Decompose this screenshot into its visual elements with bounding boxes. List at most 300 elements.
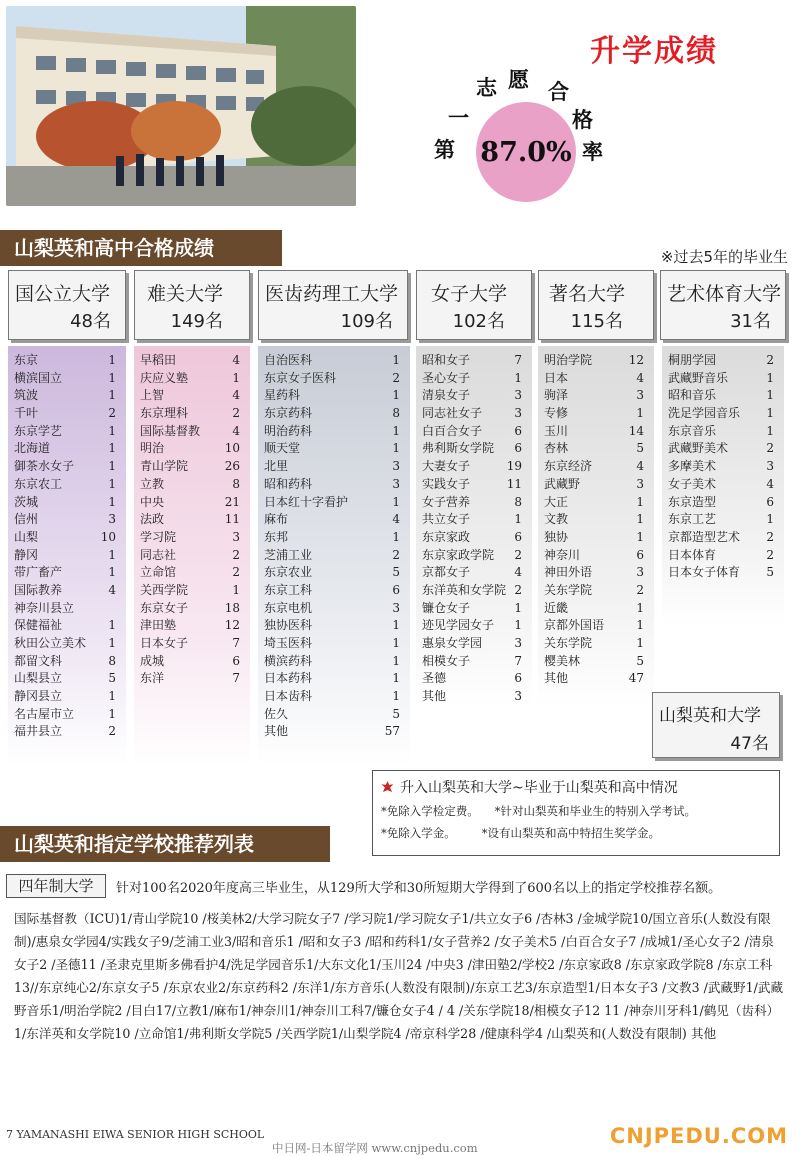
section-title-results: 山梨英和高中合格成绩 (0, 230, 282, 266)
university-count: 6 (232, 653, 240, 668)
university-row (662, 405, 784, 423)
university-name: 日本药科 (264, 671, 313, 686)
university-row (662, 458, 784, 476)
university-row (662, 511, 784, 529)
university-count: 1 (108, 565, 116, 580)
university-row (538, 440, 654, 458)
university-name: 麻布 (264, 512, 289, 527)
university-name: 神奈川县立 (14, 600, 75, 615)
university-name: 京都女子 (422, 565, 471, 580)
university-name: 近畿 (544, 600, 569, 615)
university-row (662, 476, 784, 494)
university-name: 东洋 (140, 671, 165, 686)
university-row (538, 352, 654, 370)
university-row (258, 511, 410, 529)
university-row (8, 494, 126, 512)
university-count: 26 (224, 459, 240, 474)
university-name: 神田外语 (544, 565, 593, 580)
university-count: 19 (506, 459, 522, 474)
university-name: 昭和女子 (422, 353, 471, 367)
university-count: 4 (392, 512, 400, 527)
university-count: 1 (392, 423, 400, 438)
university-name: 日本红十字看护 (264, 494, 349, 509)
university-count: 2 (232, 547, 240, 562)
university-name: 东京工艺 (668, 512, 717, 527)
university-count: 1 (108, 423, 116, 438)
university-count: 2 (232, 565, 240, 580)
university-name: 其他 (264, 724, 289, 739)
university-row (8, 511, 126, 529)
university-row (416, 405, 532, 423)
university-name: 东京理科 (140, 406, 189, 421)
university-row (258, 494, 410, 512)
university-count: 4 (636, 459, 644, 474)
university-name: 东京药科 (264, 406, 313, 421)
university-row (416, 600, 532, 618)
university-count: 1 (108, 370, 116, 385)
university-row (538, 405, 654, 423)
university-count: 1 (636, 618, 644, 633)
arc-char-2: 一 (448, 105, 469, 130)
university-row (416, 494, 532, 512)
category-box (660, 270, 786, 340)
university-name: 东京家政 (422, 529, 471, 544)
university-count: 1 (514, 370, 522, 385)
category-box (538, 270, 654, 340)
university-name: 东京工科 (264, 582, 313, 597)
university-count: 4 (636, 370, 644, 385)
university-name: 武藏野 (544, 476, 581, 491)
university-count: 5 (392, 706, 400, 721)
university-row (8, 547, 126, 565)
university-name: 保健福祉 (14, 618, 63, 633)
university-row (134, 582, 250, 600)
university-row (8, 458, 126, 476)
university-name: 惠泉女学园 (422, 636, 483, 650)
university-name: 圣心女子 (422, 370, 471, 385)
university-count: 1 (766, 512, 774, 527)
university-name: 关东学院 (544, 582, 593, 597)
university-row (134, 547, 250, 565)
university-row (416, 635, 532, 653)
graduates-note: ※过去5年的毕业生 (660, 248, 788, 266)
university-count: 57 (384, 724, 400, 739)
university-row (416, 582, 532, 600)
university-name: 樱美林 (544, 653, 581, 668)
university-name: 千叶 (14, 406, 39, 421)
university-row (134, 494, 250, 512)
university-row (8, 352, 126, 370)
info-heading: 升入山梨英和大学~毕业于山梨英和高中情况 (400, 780, 678, 796)
university-row (538, 600, 654, 618)
university-row (8, 564, 126, 582)
university-name: 中央 (140, 494, 165, 509)
university-count: 1 (514, 618, 522, 633)
university-list-elite (134, 346, 250, 766)
university-name: 专修 (544, 406, 569, 421)
university-count: 7 (514, 353, 522, 367)
university-name: 顺天堂 (264, 441, 301, 456)
university-name: 关东学院 (544, 636, 593, 650)
university-name: 秋田公立美术 (14, 636, 87, 650)
category-name: 艺术体育大学 (667, 283, 782, 305)
university-count: 2 (108, 724, 116, 739)
category-box (416, 270, 532, 340)
university-name: 山梨 (14, 529, 39, 544)
university-row (538, 582, 654, 600)
university-name: 北海道 (14, 441, 51, 456)
university-name: 昭和音乐 (668, 388, 717, 403)
university-count: 1 (108, 618, 116, 633)
university-row (8, 653, 126, 671)
university-name: 东京女子医科 (264, 370, 337, 385)
university-row (662, 494, 784, 512)
university-name: 明治学院 (544, 353, 593, 367)
arc-char-7: 率 (582, 139, 603, 164)
university-count: 1 (108, 441, 116, 456)
university-row (134, 387, 250, 405)
university-name: 东京造型 (668, 494, 717, 509)
university-name: 名古屋市立 (14, 706, 75, 721)
university-count: 1 (108, 476, 116, 491)
university-name: 自治医科 (264, 353, 313, 367)
university-count: 8 (514, 494, 522, 509)
university-row (258, 458, 410, 476)
arc-char-6: 格 (572, 107, 593, 132)
university-count: 12 (628, 353, 644, 367)
university-count: 6 (392, 582, 400, 597)
info-box (372, 770, 780, 856)
university-count: 3 (392, 459, 400, 474)
university-count: 1 (392, 689, 400, 704)
university-row (8, 706, 126, 724)
eiwa-university-name: 山梨英和大学 (659, 706, 761, 726)
university-list-national (8, 346, 126, 766)
university-row (134, 635, 250, 653)
university-row (258, 582, 410, 600)
university-name: 法政 (140, 512, 165, 527)
university-name: 东京电机 (264, 600, 313, 615)
university-count: 11 (506, 476, 522, 491)
university-count: 5 (636, 441, 644, 456)
university-name: 成城 (140, 653, 165, 668)
university-count: 1 (108, 636, 116, 650)
university-count: 1 (108, 689, 116, 704)
university-name: 津田塾 (140, 618, 177, 633)
university-row (258, 688, 410, 706)
university-count: 2 (766, 547, 774, 562)
university-name: 立教 (140, 476, 165, 491)
university-name: 东洋英和女学院 (422, 582, 507, 597)
arc-char-3: 志 (476, 75, 497, 100)
university-name: 芝浦工业 (264, 547, 313, 562)
university-count: 1 (392, 671, 400, 686)
university-row (258, 635, 410, 653)
university-row (416, 352, 532, 370)
university-count: 7 (232, 671, 240, 686)
info-note: *针对山梨英和毕业生的特别入学考试。 (494, 804, 696, 818)
university-name: 弗利斯女学院 (422, 441, 495, 456)
university-row (258, 387, 410, 405)
university-name: 武藏野音乐 (668, 370, 729, 385)
university-count: 1 (108, 494, 116, 509)
category-count: 115名 (570, 311, 623, 332)
recommendation-list: 国际基督教（ICU)1/青山学院10 /桜美林2/大学习院女子7 /学习院1/学习院女子1/共立女子6 /杏林3 /金城学院10/国立音乐(人数没有限制)/惠泉女学园4/实践女子9/芝浦工业3/昭和音乐1 /昭和女子3 /昭和药科1/女子营养2 /女子美术5 /白百合女子7 /成城1/圣心女子2 /清泉女子2 /圣德11 /圣隶克里斯多佛看护4/洗足学园音乐1/大东文化1/玉川24 /中央3 /津田塾2/学校2 /东京家政8 /东京家政学院8 /东京工科13//东京纯心2/东京女子5 /东京农业2/东京药科2 /东洋1/东方音乐(人数没有限制)/东京工艺3/东京造型1/日本女子3 /文教3 /武藏野1/武藏野音乐1/明治学院2 /目白17/立教1/麻布1/神奈川1/神奈川工科7/镰仓女子4 / 4 /关东学院18/相模女子12 11 /神奈川牙科1/鹤见（齿科）1/东洋英和女学院10 /立命馆1/弗利斯女学院5 /关西学院1/山梨学院4 /帝京科学28 /健康科学4 /山梨英和(人数没有限制) 其他 (14, 911, 784, 1041)
university-row (8, 688, 126, 706)
university-name: 上智 (140, 388, 165, 403)
category-name: 女子大学 (431, 283, 508, 305)
university-row (538, 617, 654, 635)
university-list-women (416, 346, 532, 706)
university-row (134, 458, 250, 476)
university-row (538, 511, 654, 529)
university-name: 清泉女子 (422, 388, 471, 403)
university-row (134, 423, 250, 441)
university-row (416, 688, 532, 706)
university-row (416, 423, 532, 441)
university-name: 茨城 (14, 494, 39, 509)
university-count: 5 (766, 565, 774, 580)
info-note: *免除入学检定费。 (381, 804, 479, 818)
university-count: 3 (766, 459, 774, 474)
university-name: 驹泽 (544, 388, 569, 403)
university-row (538, 423, 654, 441)
university-row (258, 440, 410, 458)
university-name: 国际教养 (14, 582, 63, 597)
category-box (134, 270, 250, 340)
university-name: 其他 (544, 671, 569, 686)
university-row (538, 564, 654, 582)
university-row (538, 653, 654, 671)
university-row (8, 387, 126, 405)
university-name: 玉川 (544, 423, 569, 438)
university-name: 东京音乐 (668, 423, 717, 438)
university-name: 静冈 (14, 547, 39, 562)
university-count: 2 (392, 547, 400, 562)
university-count: 8 (392, 406, 400, 421)
university-count: 6 (514, 423, 522, 438)
university-count: 2 (766, 353, 774, 367)
category-count: 102名 (452, 311, 505, 332)
university-count: 2 (108, 406, 116, 421)
university-row (416, 547, 532, 565)
university-row (662, 564, 784, 582)
university-name: 立命馆 (140, 565, 177, 580)
university-row (662, 423, 784, 441)
university-row (134, 476, 250, 494)
university-name: 横滨国立 (14, 370, 63, 385)
university-name: 独协医科 (264, 618, 313, 633)
university-count: 1 (392, 529, 400, 544)
university-name: 东京农工 (14, 476, 63, 491)
university-count: 1 (514, 512, 522, 527)
university-count: 3 (636, 388, 644, 403)
page-footer: 7 YAMANASHI EIWA SENIOR HIGH SCHOOL (6, 1128, 265, 1141)
university-count: 10 (100, 529, 116, 544)
university-count: 1 (108, 353, 116, 367)
university-row (538, 387, 654, 405)
university-count: 5 (636, 653, 644, 668)
university-name: 学习院 (140, 529, 177, 544)
info-note: *免除入学金。 (381, 826, 456, 840)
brand-watermark: CNJPEDU.COM (609, 1124, 788, 1148)
section-title-recommendation: 山梨英和指定学校推荐列表 (0, 826, 330, 862)
pass-rate: 87.0% (480, 136, 572, 168)
university-name: 埼玉医科 (264, 636, 313, 650)
university-count: 2 (514, 582, 522, 597)
university-row (134, 352, 250, 370)
university-count: 3 (514, 636, 522, 650)
university-row (258, 564, 410, 582)
university-row (258, 600, 410, 618)
school-photo (6, 6, 356, 206)
university-name: 静冈县立 (14, 689, 63, 704)
university-row (662, 370, 784, 388)
university-count: 21 (224, 494, 240, 509)
university-row (538, 635, 654, 653)
university-row (416, 440, 532, 458)
university-name: 迹见学园女子 (422, 618, 495, 633)
university-list-arts (662, 346, 784, 626)
university-row (662, 440, 784, 458)
university-name: 筑波 (14, 388, 39, 403)
university-name: 共立女子 (422, 512, 471, 527)
university-name: 关西学院 (140, 582, 189, 597)
university-name: 庆应义塾 (140, 370, 189, 385)
university-name: 东京学艺 (14, 423, 63, 438)
university-name: 信州 (14, 512, 39, 527)
university-row (134, 370, 250, 388)
university-count: 1 (636, 636, 644, 650)
university-count: 1 (392, 388, 400, 403)
university-row (134, 600, 250, 618)
university-count: 1 (766, 370, 774, 385)
university-name: 京都外国语 (544, 618, 605, 633)
university-name: 都留文科 (14, 653, 63, 668)
arc-char-5: 合 (548, 79, 569, 104)
university-row (258, 529, 410, 547)
university-name: 圣德 (422, 671, 447, 686)
university-count: 4 (766, 476, 774, 491)
university-count: 1 (108, 459, 116, 474)
university-row (258, 547, 410, 565)
university-row (538, 370, 654, 388)
university-name: 东邦 (264, 529, 289, 544)
university-name: 其他 (422, 689, 447, 704)
university-count: 5 (108, 671, 116, 686)
university-row (134, 529, 250, 547)
university-name: 镰仓女子 (422, 600, 471, 615)
university-row (416, 458, 532, 476)
university-name: 神奈川 (544, 547, 581, 562)
university-row (8, 423, 126, 441)
university-count: 12 (224, 618, 240, 633)
university-list-famous (538, 346, 654, 706)
university-count: 2 (766, 441, 774, 456)
university-name: 桐朋学园 (668, 353, 717, 367)
maple-leaf-icon (381, 781, 394, 794)
university-count: 2 (232, 406, 240, 421)
university-count: 1 (392, 618, 400, 633)
university-row (416, 617, 532, 635)
category-name: 难关大学 (147, 283, 224, 305)
university-count: 1 (392, 653, 400, 668)
university-name: 日本体育 (668, 547, 717, 562)
university-row (258, 706, 410, 724)
university-name: 大正 (544, 494, 569, 509)
university-name: 山梨县立 (14, 671, 63, 686)
university-row (416, 370, 532, 388)
university-count: 7 (514, 653, 522, 668)
university-count: 8 (108, 653, 116, 668)
university-name: 相模女子 (422, 653, 471, 668)
university-name: 女子营养 (422, 494, 471, 509)
university-row (416, 564, 532, 582)
university-row (8, 600, 126, 618)
university-count: 3 (514, 689, 522, 704)
university-name: 东京 (14, 353, 39, 367)
university-count: 1 (108, 547, 116, 562)
university-name: 横滨药科 (264, 653, 313, 668)
university-row (134, 564, 250, 582)
category-name: 国公立大学 (15, 283, 111, 305)
university-count: 1 (232, 370, 240, 385)
university-name: 东京家政学院 (422, 547, 495, 562)
university-row (8, 617, 126, 635)
university-row (258, 352, 410, 370)
category-count: 48名 (70, 311, 111, 332)
university-row (538, 494, 654, 512)
arc-char-1: 第 (434, 137, 455, 162)
university-name: 带广畜产 (14, 565, 63, 580)
university-count: 2 (392, 370, 400, 385)
university-name: 昭和药科 (264, 476, 313, 491)
university-count: 4 (232, 388, 240, 403)
university-row (134, 511, 250, 529)
university-count: 1 (636, 406, 644, 421)
university-count: 7 (232, 636, 240, 650)
university-count: 1 (392, 441, 400, 456)
pass-rate-circle (476, 102, 576, 202)
university-name: 同志社 (140, 547, 177, 562)
university-row (258, 670, 410, 688)
university-row (134, 670, 250, 688)
university-row (662, 529, 784, 547)
university-row (538, 476, 654, 494)
university-count: 3 (108, 512, 116, 527)
university-count: 8 (232, 476, 240, 491)
university-count: 47 (628, 671, 644, 686)
university-count: 3 (392, 476, 400, 491)
university-count: 1 (636, 600, 644, 615)
university-row (8, 635, 126, 653)
university-name: 大妻女子 (422, 459, 471, 474)
category-count: 109名 (340, 311, 393, 332)
arc-char-4: 愿 (508, 67, 529, 92)
university-list-medical (258, 346, 410, 766)
university-name: 东京女子 (140, 600, 189, 615)
university-count: 6 (514, 441, 522, 456)
university-count: 6 (514, 671, 522, 686)
university-row (416, 670, 532, 688)
university-name: 实践女子 (422, 476, 471, 491)
university-row (8, 582, 126, 600)
category-box (258, 270, 408, 340)
university-count: 3 (514, 406, 522, 421)
site-footer: 中日网-日本留学网 www.cnjpedu.com (272, 1141, 478, 1155)
university-name: 日本女子体育 (668, 565, 741, 580)
university-row (8, 723, 126, 741)
